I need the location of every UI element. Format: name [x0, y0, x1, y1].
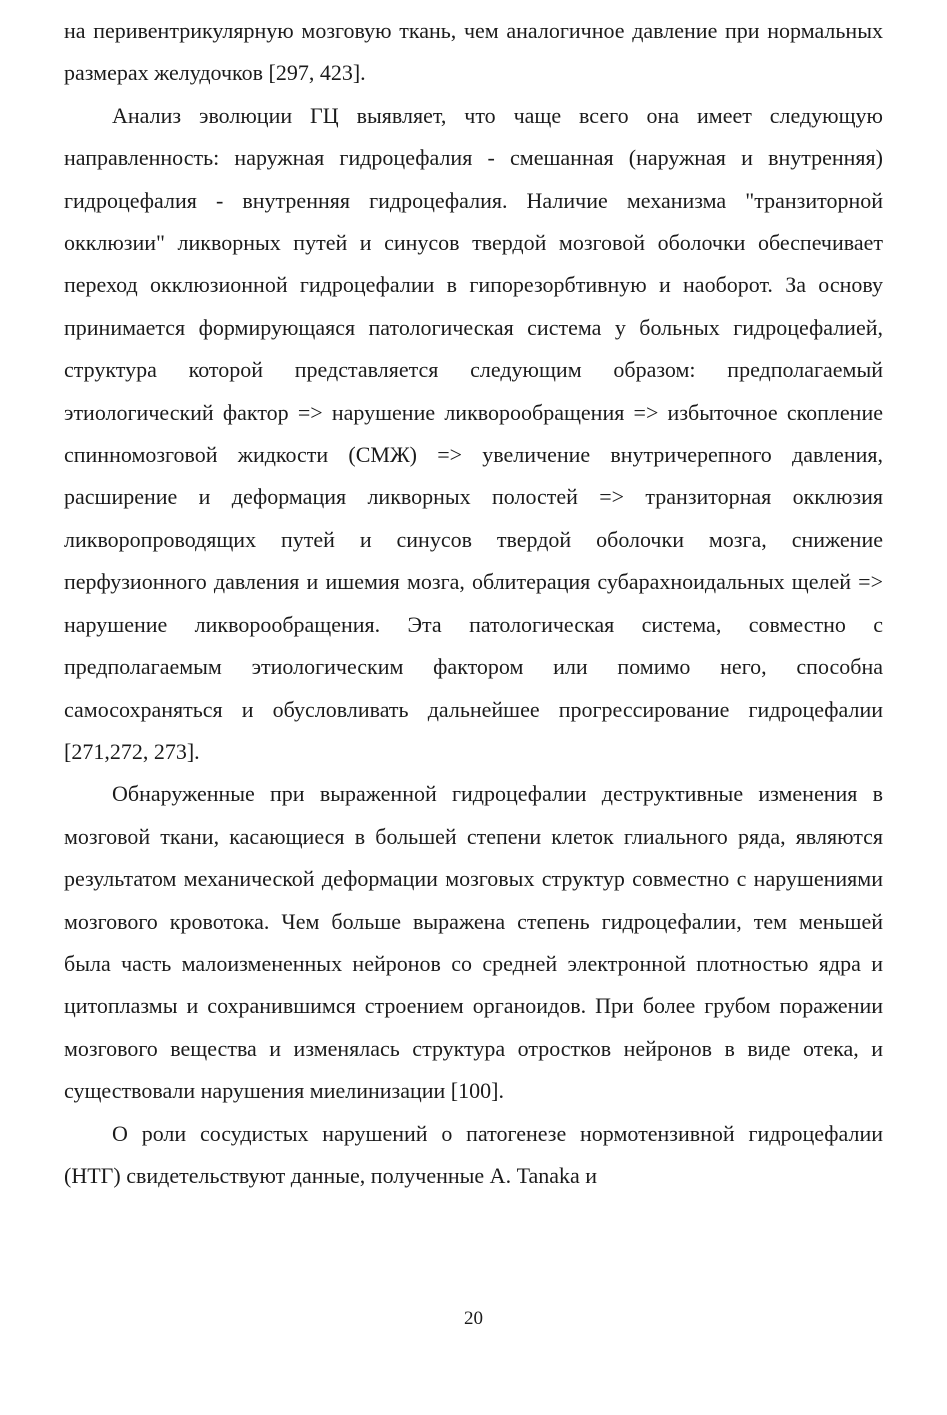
body-text — [64, 10, 883, 1197]
paragraph-continuation: на перивентрикулярную мозговую ткань, чем аналогичное давление при нормальных размерах желудочков [297, 423]. — [64, 18, 883, 86]
paragraph-destructive-changes: Обнаруженные при выраженной гидроцефалии деструктивные изменения в мозговой ткани, касающиеся в большей степени клеток глиального ряда, являются результатом механической деформации мозговых структур совместно с нарушениями мозгового кровотока. Чем больше выражена степень гидроцефалии, тем меньшей была часть малоизмененных нейронов со средней электронной плотностью ядра и цитоплазмы и сохранившимся строением органоидов. При более грубом поражении мозгового вещества и изменялась структура отростков нейронов в виде отека, и существовали нарушения миелинизации [100]. — [64, 781, 883, 1104]
page-number: 20 — [464, 1308, 483, 1329]
paragraph-vascular-disorders: О роли сосудистых нарушений о патогенезе нормотензивной гидроцефалии (НТГ) свидетельствуют данные, полученные А. Tanaka и — [64, 1120, 883, 1188]
paragraph-hydrocephalus-evolution: Анализ эволюции ГЦ выявляет, что чаще всего она имеет следующую направленность: наружная гидроцефалия - смешанная (наружная и внутренняя) гидроцефалия - внутренняя гидроцефалия. Наличие механизма "транзиторной окклюзии" ликворных путей и синусов твердой мозговой оболочки обеспечивает переход окклюзионной гидроцефалии в гипорезорбтивную и наоборот. За основу принимается формирующаяся патологическая система у больных гидроцефалией, структура которой представляется следующим образом: предполагаемый этиологический фактор => нарушение ликворообращения => избыточное скопление спинномозговой жидкости (СМЖ) => увеличение внутричерепного давления, расширение и деформация ликворных полостей => транзиторная окклюзия ликворопроводящих путей и синусов твердой оболочки мозга, снижение перфузионного давления и ишемия мозга, облитерация субарахноидальных щелей => нарушение ликворообращения. Эта патологическая система, совместно с предполагаемым этиологическим фактором или помимо него, способна самосохраняться и обусловливать дальнейшее прогрессирование гидроцефалии [271,272, 273]. — [64, 102, 883, 764]
